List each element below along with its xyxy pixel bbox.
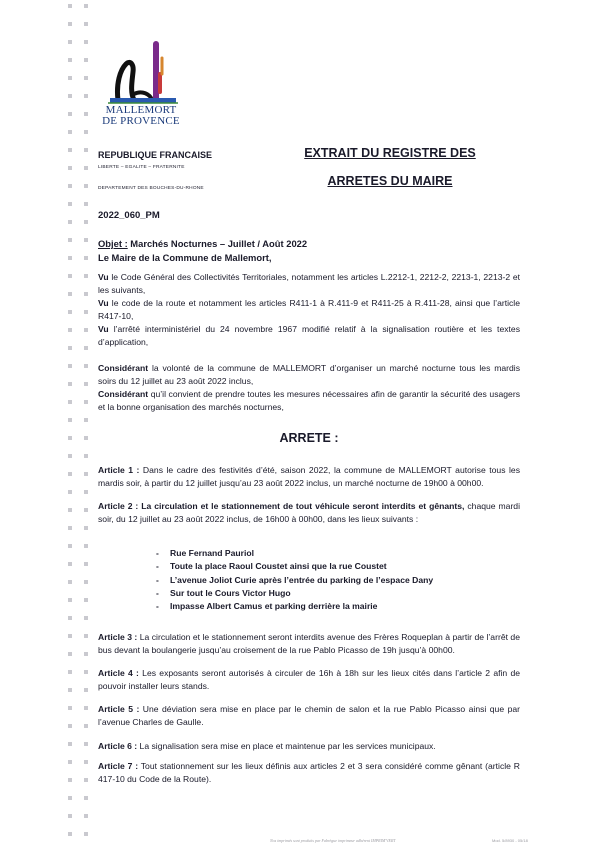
margin-dots-left [68,0,74,849]
margin-dot [68,724,72,728]
margin-dot [84,256,88,260]
logo-line-1: MALLEMORT [105,104,177,116]
list-item: - Impasse Albert Camus et parking derrière la mairie [156,600,433,613]
considerant-paragraph: Considérant qu’il convient de prendre toutes les mesures nécessaires afin de garantir la sécurité des usagers et la bonne organisation des marchés nocturnes, [98,389,520,412]
margin-dot [68,580,72,584]
margin-dot [68,832,72,836]
margin-dot [68,562,72,566]
margin-dot [68,454,72,458]
vu-block [98,271,520,349]
margin-dots-right [84,0,90,849]
margin-dot [68,490,72,494]
margin-dot [68,22,72,26]
margin-dot [68,364,72,368]
margin-dot [68,508,72,512]
margin-dot [84,382,88,386]
mayor-line: Le Maire de la Commune de Mallemort, [98,251,272,263]
margin-dot [84,94,88,98]
margin-dot [68,202,72,206]
margin-dot [84,292,88,296]
margin-dot [68,112,72,116]
logo-line-2: DE PROVENCE [102,115,180,127]
margin-dot [68,544,72,548]
margin-dot [84,202,88,206]
article-2: Article 2 : La circulation et le stationnement de tout véhicule seront interdits et gênants, chaque mardi soir, du 12 juillet au 23 août 2022 inclus, de 16h00 à 00h00, dans les lieux suivants : [98,501,520,524]
margin-dot [68,292,72,296]
margin-dot [84,760,88,764]
list-item: - Rue Fernand Pauriol [156,547,433,560]
margin-dot [84,652,88,656]
decree-reference: 2022_060_PM [98,210,160,221]
margin-dot [84,832,88,836]
margin-dot [84,184,88,188]
margin-dot [68,166,72,170]
margin-dot [68,58,72,62]
margin-dot [68,742,72,746]
margin-dot [68,40,72,44]
article-3: Article 3 : La circulation et le stationnement seront interdits avenue des Frères Roqueplan à partir de l’arrêt de bus devant la boulangerie jusqu’au croisement de la rue Pablo Picasso de 19h jusqu’à 00h00. [98,632,520,655]
margin-dot [84,4,88,8]
margin-dot [68,346,72,350]
margin-dot [84,490,88,494]
margin-dot [68,130,72,134]
article-1: Article 1 : Dans le cadre des festivités d’été, saison 2022, la commune de MALLEMORT autorise tous les mardis soir, à partir du 12 juillet jusqu’au 23 août 2022 inclus, un marché nocturne de 19h00 à 00h00. [98,465,520,488]
margin-dot [68,796,72,800]
margin-dot [84,112,88,116]
considerant-paragraph: Considérant la volonté de la commune de MALLEMORT d’organiser un marché nocturne tous les mardis soirs du 12 juillet au 23 août 2022 inclus, [98,363,520,386]
margin-dot [84,130,88,134]
object-text: Marchés Nocturnes – Juillet / Août 2022 [127,238,308,249]
margin-dot [68,472,72,476]
margin-dot [84,220,88,224]
margin-dot [68,400,72,404]
margin-dot [84,400,88,404]
margin-dot [68,760,72,764]
object-block [98,237,520,264]
margin-dot [84,274,88,278]
margin-dot [84,670,88,674]
margin-dot [68,310,72,314]
margin-dot [68,148,72,152]
margin-dot [68,634,72,638]
form-code: Mod. 5/8930 - 05/18 [492,838,528,843]
document-title [282,146,498,188]
margin-dot [68,706,72,710]
considerant-block [98,362,520,414]
margin-dot [84,778,88,782]
vu-paragraph: Vu le code de la route et notamment les articles R411-1 à R.411-9 et R411-25 à R.411-28, ainsi que l’article R417-10, [98,298,520,321]
title-line-1: EXTRAIT DU REGISTRE DES [304,146,476,160]
margin-dot [68,418,72,422]
margin-dot [84,544,88,548]
margin-dot [68,220,72,224]
object-line [98,237,520,251]
list-item: - L’avenue Joliot Curie après l’entrée du parking de l’espace Dany [156,574,433,587]
margin-dot [84,688,88,692]
margin-dot [84,598,88,602]
article-7: Article 7 : Tout stationnement sur les lieux définis aux articles 2 et 3 sera considéré comme gênant (article R 417-10 du Code de la Route). [98,761,520,784]
margin-dot [68,688,72,692]
margin-dot [68,526,72,530]
margin-dot [68,670,72,674]
issuer-block [98,150,212,191]
margin-dot [84,616,88,620]
margin-dot [68,814,72,818]
margin-dot [68,382,72,386]
list-item: - Sur tout le Cours Victor Hugo [156,587,433,600]
margin-dot [84,40,88,44]
margin-dot [84,472,88,476]
margin-dot [68,616,72,620]
margin-dot [84,166,88,170]
margin-dot [84,508,88,512]
margin-dot [68,94,72,98]
margin-dot [68,652,72,656]
margin-dot [84,454,88,458]
margin-dot [84,310,88,314]
margin-dot [68,4,72,8]
margin-dot [84,724,88,728]
margin-dot [68,778,72,782]
margin-dot [84,796,88,800]
motto: LIBERTE – EGALITE – FRATERNITE [98,165,185,170]
margin-dot [84,58,88,62]
margin-dot [84,76,88,80]
margin-dot [84,562,88,566]
vu-paragraph: Vu le Code Général des Collectivités Territoriales, notamment les articles L.2212-1, 2212-2, 2213-1, 2213-2 et les suivants, [98,272,520,295]
margin-dot [84,346,88,350]
margin-dot [84,634,88,638]
republic-label: REPUBLIQUE FRANCAISE [98,150,213,160]
department-label: DEPARTEMENT DES BOUCHES-DU-RHONE [98,186,204,191]
margin-dot [84,148,88,152]
margin-dot [68,184,72,188]
title-line-2: ARRETES DU MAIRE [327,174,453,188]
margin-dot [68,256,72,260]
article-5: Article 5 : Une déviation sera mise en place par le chemin de salon et la rue Pablo Picasso ainsi que par l’avenue Charles de Gaulle. [98,704,520,727]
margin-dot [84,418,88,422]
margin-dot [84,328,88,332]
logo-wordmark [96,105,186,127]
margin-dot [84,706,88,710]
margin-dot [84,742,88,746]
margin-dot [84,814,88,818]
article-4: Article 4 : Les exposants seront autorisés à circuler de 16h à 18h sur les lieux cités dans l’article 2 afin de pouvoir installer leurs stands. [98,668,520,691]
arrete-heading: ARRETE : [279,431,339,445]
article-6: Article 6 : La signalisation sera mise en place et maintenue par les services municipaux. [98,741,436,751]
margin-dot [84,580,88,584]
margin-dot [84,436,88,440]
margin-dot [68,598,72,602]
margin-dot [68,328,72,332]
margin-dot [68,274,72,278]
list-item: - Toute la place Raoul Coustet ainsi que la rue Coustet [156,560,433,573]
margin-dot [84,238,88,242]
margin-dot [68,436,72,440]
printer-footer-note: Nos imprimés sont produits par Fabrègue imprimeur adhérent IMPRIM'VERT [270,838,396,843]
margin-dot [68,238,72,242]
vu-paragraph: Vu l’arrêté interministériel du 24 novembre 1967 modifié relatif à la signalisation routière et les textes d’application, [98,324,520,347]
margin-dot [84,22,88,26]
closed-streets-list [156,547,433,613]
margin-dot [84,364,88,368]
object-label: Objet : [98,238,128,249]
margin-dot [68,76,72,80]
margin-dot [84,526,88,530]
